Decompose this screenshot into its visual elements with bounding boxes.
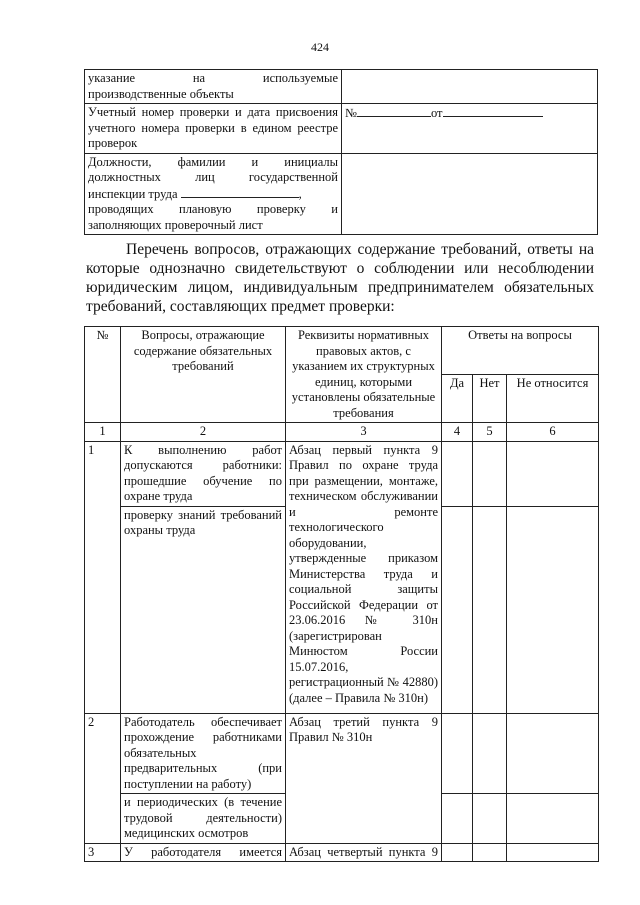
table-row: [85, 441, 599, 506]
question-cell: У работодателя имеется: [121, 843, 286, 862]
column-number: 4: [442, 423, 473, 442]
answer-no-cell[interactable]: [473, 843, 507, 862]
answer-yes-cell[interactable]: [442, 794, 473, 844]
header-answers: Ответы на вопросы: [442, 327, 599, 375]
date-prefix: от: [430, 106, 443, 120]
requisites-cell: Абзац четвертый пункта 9: [286, 843, 442, 862]
info-row-objects: [85, 70, 598, 104]
answer-no-cell[interactable]: [473, 713, 507, 794]
table-row: [85, 713, 599, 794]
header-no: №: [85, 327, 121, 423]
answer-yes-cell[interactable]: [442, 843, 473, 862]
info-value-inspectors[interactable]: [342, 153, 598, 235]
column-number: 1: [85, 423, 121, 442]
table-row: [85, 843, 599, 862]
label-line: проводящих плановую проверку и: [88, 202, 338, 216]
comma: ,: [298, 186, 302, 201]
info-value-registry[interactable]: [342, 104, 598, 154]
label-line: инспекции труда: [88, 186, 178, 201]
number-prefix: №: [345, 106, 357, 120]
label-line: заполняющих проверочный лист: [88, 217, 263, 232]
inspection-name-blank[interactable]: [181, 186, 299, 198]
inspection-info-table: [84, 69, 598, 235]
column-number-row: [85, 423, 599, 442]
number-blank[interactable]: [357, 105, 431, 117]
answer-na-cell[interactable]: [507, 794, 599, 844]
answer-yes-cell[interactable]: [442, 506, 473, 713]
info-label-registry: Учетный номер проверки и дата присвоения учетного номера проверки в едином реестре проверок: [85, 104, 342, 154]
answer-no-cell[interactable]: [473, 441, 507, 506]
header-requisites: Реквизиты нормативных правовых актов, с указанием их структурных единиц, которыми установлены обязательные требования: [286, 327, 442, 423]
question-cell: и периодических (в течение трудовой деятельности) медицинских осмотров: [121, 794, 286, 844]
header-questions: Вопросы, отражающие содержание обязательных требований: [121, 327, 286, 423]
label-line: производственные объекты: [88, 86, 234, 101]
label-line: Должности, фамилии и инициалы: [88, 154, 338, 169]
header-row: [85, 327, 599, 375]
answer-na-cell[interactable]: [507, 441, 599, 506]
info-label-objects: [85, 70, 342, 104]
info-row-registry: [85, 104, 598, 154]
column-number: 5: [473, 423, 507, 442]
answer-yes-cell[interactable]: [442, 713, 473, 794]
column-number: 2: [121, 423, 286, 442]
row-number: 2: [85, 713, 121, 843]
row-number: 3: [85, 843, 121, 862]
date-blank[interactable]: [443, 105, 543, 117]
answer-no-cell[interactable]: [473, 794, 507, 844]
row-number: 1: [85, 441, 121, 713]
header-not-applicable: Не относится: [507, 375, 599, 423]
answer-yes-cell[interactable]: [442, 441, 473, 506]
answer-na-cell[interactable]: [507, 713, 599, 794]
header-yes: Да: [442, 375, 473, 423]
requisites-cell: Абзац третий пункта 9 Правил № 310н: [286, 713, 442, 843]
column-number: 3: [286, 423, 442, 442]
info-value-objects[interactable]: [342, 70, 598, 104]
answer-na-cell[interactable]: [507, 843, 599, 862]
requisites-cell: Абзац первый пункта 9 Правил по охране труда при размещении, монтаже, техническом обслуживании и ремонте технологического оборудовании, утвержденные приказом Министерства труда и социальной защиты Российской Федерации от 23.06.2016 № 310н (зарегистрирован Минюстом России 15.07.2016, регистрационный № 42880) (далее – Правила № 310н): [286, 441, 442, 713]
label-line: указание на используемые: [88, 71, 338, 85]
header-no-answer: Нет: [473, 375, 507, 423]
info-row-inspectors: [85, 153, 598, 235]
column-number: 6: [507, 423, 599, 442]
checklist-table: [84, 326, 599, 862]
question-cell: проверку знаний требований охраны труда: [121, 506, 286, 713]
question-cell: Работодатель обеспечивает прохождение работниками обязательных предварительных (при поступлении на работу): [121, 713, 286, 794]
answer-na-cell[interactable]: [507, 506, 599, 713]
page-number: 424: [311, 40, 329, 54]
label-line: должностных лиц государственной: [88, 170, 338, 184]
answer-no-cell[interactable]: [473, 506, 507, 713]
checklist-intro: Перечень вопросов, отражающих содержание требований, ответы на которые однозначно свидетельствуют о соблюдении или несоблюдении юридическим лицом, индивидуальным предпринимателем обязательных требований, составляющих предмет проверки:: [86, 241, 594, 315]
info-label-inspectors: [85, 153, 342, 235]
question-cell: К выполнению работ допускаются работники: прошедшие обучение по охране труда: [121, 441, 286, 506]
